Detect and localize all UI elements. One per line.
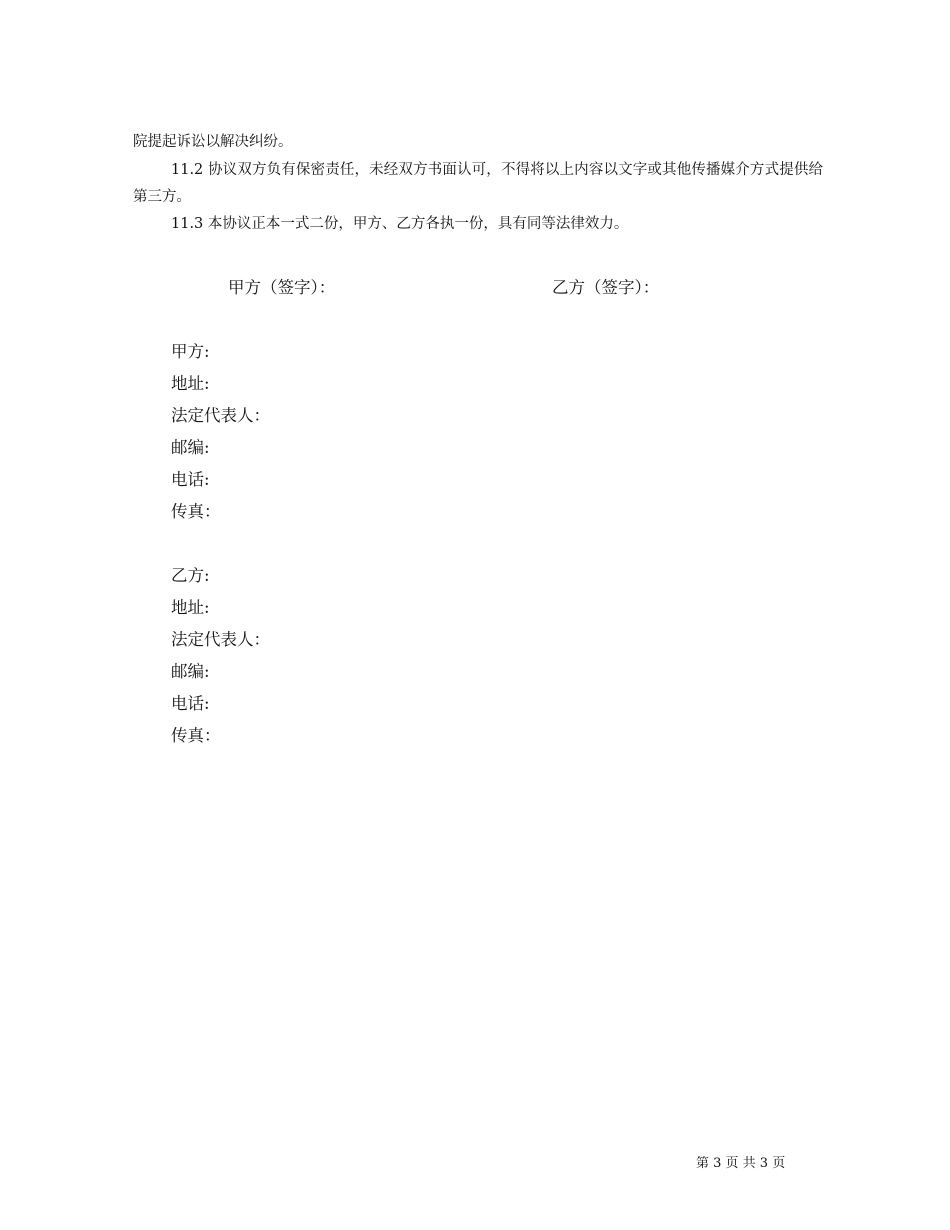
party-b-signature-label: 乙方（签字）： [552,278,660,297]
paragraph-clause-11-3: 11.3 本协议正本一式二份，甲方、乙方各执一份，具有同等法律效力。 [171,216,629,232]
party-b-legal-rep-label: 法定代表人： [171,630,270,649]
party-a-info-block [171,336,270,528]
party-a-address-label: 地址: [171,374,210,393]
paragraph-dispute-resolution-end: 院提起诉讼以解决纠纷。 [133,134,293,150]
paragraph-clause-11-2: 11.2 协议双方负有保密责任，未经双方书面认可，不得将以上内容以文字或其他传播媒介方式提供给第三方。 [133,162,823,205]
party-a-signature-label: 甲方（签字）： [228,278,336,297]
party-a-fax-label: 传真： [171,502,221,521]
party-b-postcode-label: 邮编: [171,662,210,681]
party-a-name-label: 甲方: [171,342,210,361]
party-a-phone-label: 电话: [171,470,210,489]
party-a-postcode-label: 邮编: [171,438,210,457]
party-b-phone-label: 电话: [171,694,210,713]
party-b-name-label: 乙方: [171,566,210,585]
party-b-address-label: 地址: [171,598,210,617]
party-b-info-block [171,560,270,752]
party-a-legal-rep-label: 法定代表人： [171,406,270,425]
page-number-footer: 第 3 页 共 3 页 [696,1156,786,1171]
party-b-fax-label: 传真： [171,726,221,745]
